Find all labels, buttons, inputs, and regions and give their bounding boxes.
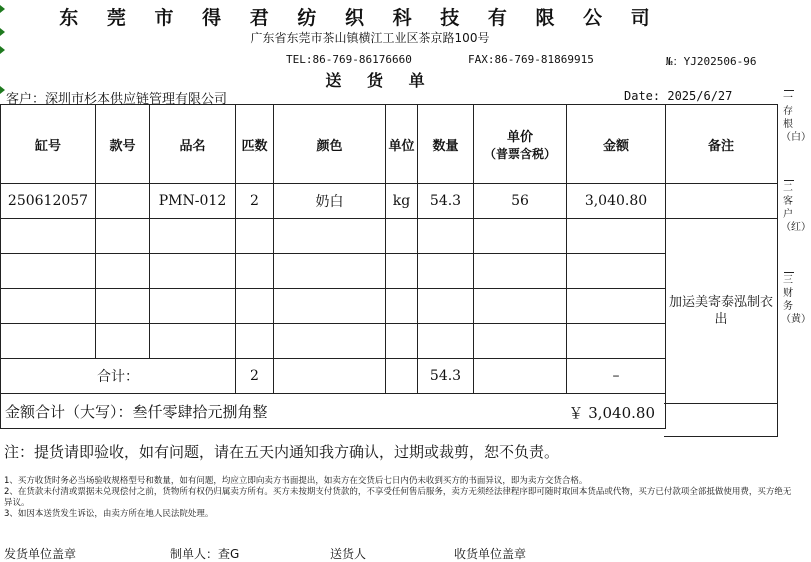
document-date: Date: 2025/6/27	[624, 89, 733, 103]
cell-vat: 250612057	[1, 184, 96, 219]
amount-words-row	[1, 394, 666, 429]
table-header-row	[1, 105, 666, 184]
cell-qty: 54.3	[418, 184, 474, 219]
cell-marker-icon	[0, 46, 5, 54]
sig-receiver-seal: 收货单位盖章	[454, 547, 527, 561]
side-copy-customer: 二客户（红）	[781, 183, 811, 233]
document-number: №：YJ202506-96	[666, 55, 757, 68]
delivery-table	[0, 104, 666, 429]
sig-shipper-seal: 发货单位盖章	[4, 547, 77, 561]
terms-list	[4, 476, 794, 520]
side-copy-finance: 三财务（黄）	[781, 275, 811, 325]
empty-row	[1, 289, 666, 324]
header-style: 款号	[96, 105, 150, 184]
total-amount: –	[567, 359, 666, 394]
cell-color: 奶白	[274, 184, 386, 219]
total-label: 合计：	[1, 359, 236, 394]
tel-number: TEL:86-769-86176660	[286, 53, 412, 66]
cell-style	[96, 184, 150, 219]
sig-deliverer: 送货人	[330, 547, 367, 561]
fax-number: FAX:86-769-81869915	[468, 53, 594, 66]
header-color: 颜色	[274, 105, 386, 184]
header-pieces: 匹数	[236, 105, 274, 184]
customer-name: 客户：深圳市杉本供应链管理有限公司	[6, 92, 228, 107]
total-pieces: 2	[236, 359, 274, 394]
amount-in-words: 金额合计（大写）：叁仟零肆拾元捌角整	[5, 402, 268, 421]
amount-in-figures: ￥ 3,040.80	[568, 404, 655, 422]
empty-row	[1, 254, 666, 289]
total-qty: 54.3	[418, 359, 474, 394]
empty-row	[1, 219, 666, 254]
notice-text: 注：提货请即验收，如有问题，请在五天内通知我方确认，过期或裁剪，恕不负责。	[4, 443, 560, 461]
header-price-label: 单价	[506, 130, 533, 145]
cell-product: PMN-012	[150, 184, 236, 219]
header-price-note: （普票含税）	[483, 147, 556, 161]
header-unit: 单位	[386, 105, 418, 184]
empty-row	[1, 324, 666, 359]
remark-text: 加运美寄泰泓制衣出	[664, 219, 778, 404]
document-title: 送 货 单	[325, 71, 435, 90]
term-item: 3、如因本送货发生诉讼，由卖方所在地人民法院处理。	[4, 509, 214, 519]
total-row	[1, 359, 666, 394]
cell-pieces: 2	[236, 184, 274, 219]
remark-column	[664, 104, 778, 437]
side-copy-stub: 一存根（白）	[781, 93, 811, 143]
company-name: 东 莞 市 得 君 纺 织 科 技 有 限 公 司	[59, 7, 661, 29]
cell-price: 56	[474, 184, 567, 219]
term-item: 2、在货款未付清或票据未兑现偿付之前，货物所有权仍归属卖方所有。买方未按期支付货款的，不享受任何售后服务，卖方无须经法律程序即可随时取回本货品或代物，买方已付款项全部抵做使用费，买方绝无异议。	[4, 487, 792, 508]
company-address: 广东省东莞市茶山镇横江工业区茶京路100号	[250, 31, 490, 45]
header-qty: 数量	[418, 105, 474, 184]
term-item: 1、买方收货时务必当场验收规格型号和数量，如有问题，均应立即向卖方书面提出，如卖方在交货后七日内仍未收到买方的书面异议，即为卖方交货合格。	[4, 476, 588, 486]
header-vat: 缸号	[1, 105, 96, 184]
header-remark: 备注	[664, 105, 778, 184]
header-product: 品名	[150, 105, 236, 184]
header-price	[474, 105, 567, 184]
header-amount: 金额	[567, 105, 666, 184]
cell-amount: 3,040.80	[567, 184, 666, 219]
cell-unit: kg	[386, 184, 418, 219]
sig-preparer: 制单人：查G	[170, 547, 240, 561]
table-row	[1, 184, 666, 219]
